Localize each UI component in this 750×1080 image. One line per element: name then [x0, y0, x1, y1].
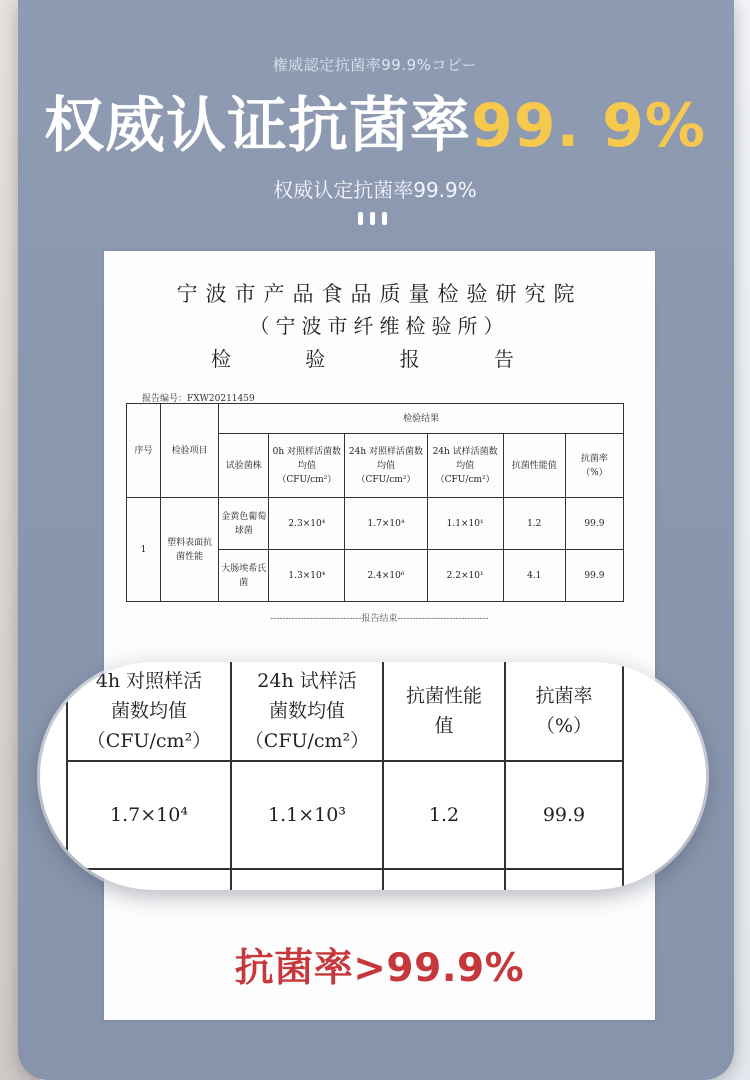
cell-strain: 金黄色葡萄球菌 — [219, 498, 269, 550]
test-report-document — [104, 251, 655, 1020]
header-24h-control: 24h 对照样活菌数均值 （CFU/cm²） — [345, 434, 427, 498]
zoom-header-24h-control: 4h 对照样活 菌数均值 （CFU/cm²） — [67, 662, 231, 761]
zoom-header-24h-test: 24h 试样活 菌数均值 （CFU/cm²） — [231, 662, 383, 761]
zoom-header-rate: 抗菌率 （%） — [505, 662, 623, 761]
zoom-cell-24h-test: 1.1×10³ — [231, 761, 383, 869]
magnified-table — [66, 662, 624, 890]
subtitle-chinese: 权威认定抗菌率99.9% — [273, 178, 477, 202]
table-row — [127, 498, 624, 550]
cell-value: 1.2 — [503, 498, 565, 550]
results-table — [126, 403, 624, 602]
report-number: 报告编号：FXW20211459 — [142, 394, 255, 404]
header-0h: 0h 对照样活菌数均值 （CFU/cm²） — [269, 434, 345, 498]
cell-item: 塑料表面抗菌性能 — [161, 498, 219, 602]
header-24h-test: 24h 试样活菌数均值 （CFU/cm²） — [427, 434, 503, 498]
header-value: 抗菌性能值 — [503, 434, 565, 498]
zoom-cell-24h-control: 1.7×10⁴ — [67, 761, 231, 869]
header-item: 检验项目 — [161, 404, 219, 498]
subtitle-japanese: 権威認定抗菌率99.9%コピー — [272, 56, 478, 74]
header-rate: 抗菌率 （%） — [565, 434, 623, 498]
headline-text: 权威认证抗菌率 — [43, 91, 471, 161]
antibacterial-rate-callout: 抗菌率>99.9% — [234, 946, 525, 991]
table-row — [67, 761, 623, 869]
divider-dots — [358, 212, 392, 226]
cell-rate: 99.9 — [565, 550, 623, 602]
header-strain: 试验菌株 — [219, 434, 269, 498]
cell-rate: 99.9 — [565, 498, 623, 550]
header-no: 序号 — [127, 404, 161, 498]
report-title: 检 验 报 告 — [210, 347, 549, 371]
cell-value: 4.1 — [503, 550, 565, 602]
zoom-header-value: 抗菌性能 值 — [383, 662, 505, 761]
headline-percentage: 99. 9% — [470, 91, 707, 161]
cell-no: 1 — [127, 498, 161, 602]
cell-0h: 2.3×10⁴ — [269, 498, 345, 550]
cell-strain: 大肠埃希氏菌 — [219, 550, 269, 602]
zoom-cell-rate: 99.9 — [505, 761, 623, 869]
zoom-cell-value: 1.2 — [383, 761, 505, 869]
cell-24h-test: 1.1×10¹ — [427, 498, 503, 550]
institute-name: 宁波市产品食品质量检验研究院 — [176, 282, 583, 306]
header-results: 检验结果 — [219, 404, 624, 434]
institute-subname: （宁波市纤维检验所） — [249, 314, 510, 338]
cell-24h-control: 2.4×10⁶ — [345, 550, 427, 602]
cell-24h-test: 2.2×10¹ — [427, 550, 503, 602]
cell-0h: 1.3×10⁴ — [269, 550, 345, 602]
cell-24h-control: 1.7×10⁴ — [345, 498, 427, 550]
headline — [0, 88, 750, 164]
magnified-table-view — [40, 662, 706, 890]
report-end-note: ------------------------------报告结束------------------------------ — [270, 614, 489, 624]
